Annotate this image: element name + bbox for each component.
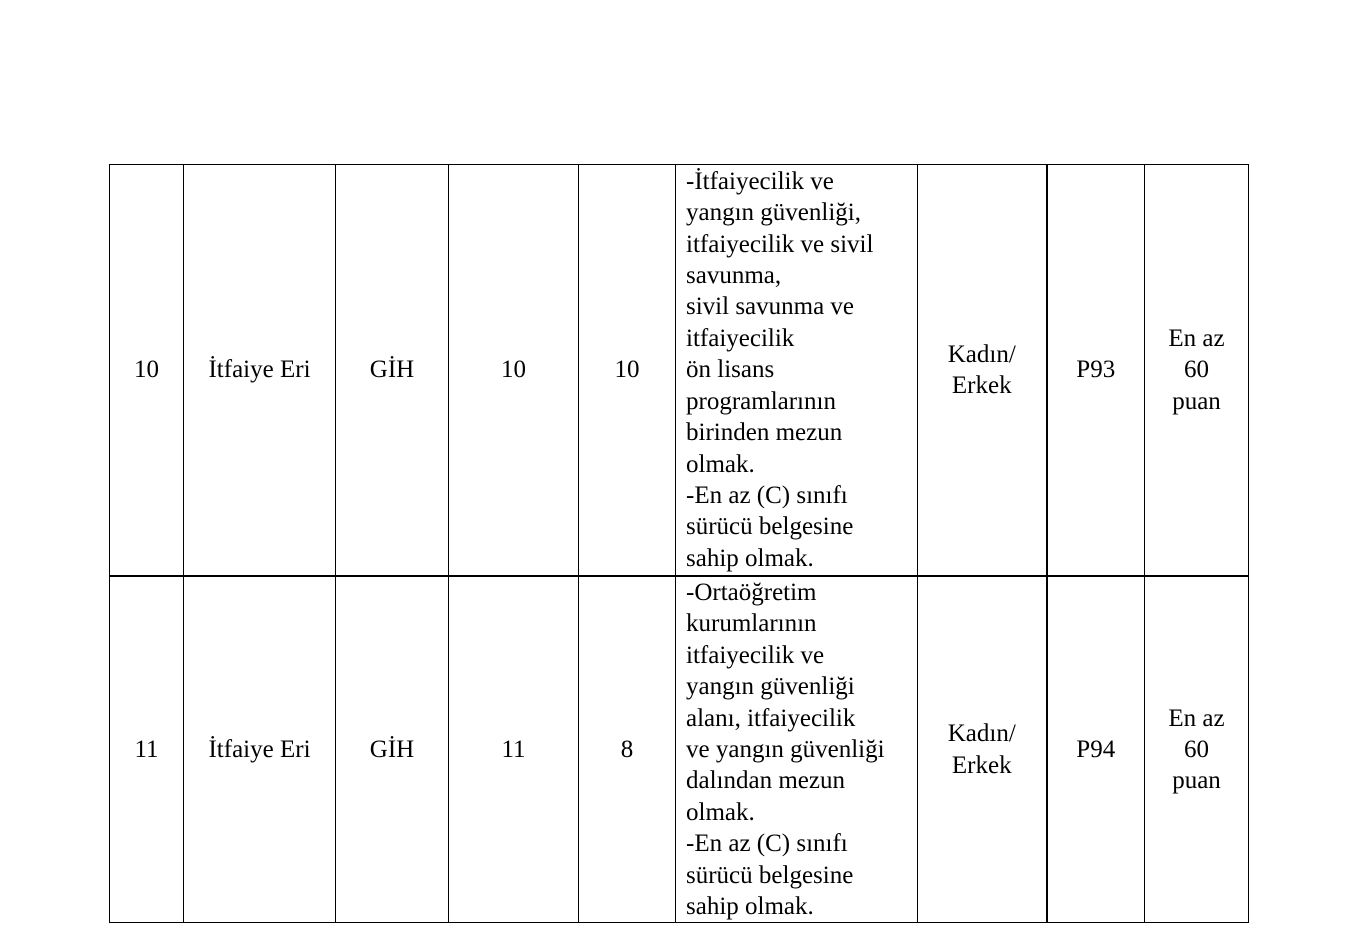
gender-line: Erkek	[951, 372, 1012, 399]
degree: 10	[449, 165, 579, 577]
gender-line: Kadın/	[947, 340, 1016, 368]
row-number: 10	[110, 165, 184, 577]
requirement-line: -En az (C) sınıfı	[686, 830, 848, 858]
recruitment-table	[109, 164, 1249, 923]
requirement-line: olmak.	[686, 450, 755, 478]
requirement-line: sahip olmak.	[686, 544, 814, 572]
table-row	[110, 576, 1249, 923]
gender	[918, 165, 1047, 577]
row-number: 11	[110, 576, 184, 923]
requirement-line: ve yangın güvenliği	[686, 736, 885, 764]
requirement-line: sürücü belgesine	[686, 861, 854, 889]
position-count: 8	[579, 576, 676, 923]
min-score-line: 60	[1184, 356, 1209, 384]
requirement-line: yangın güvenliği	[686, 673, 855, 701]
requirement-line: savunma,	[686, 262, 782, 290]
requirement-line: itfaiyecilik ve	[686, 641, 825, 669]
score-type: P93	[1047, 165, 1145, 577]
position-title: İtfaiye Eri	[184, 576, 336, 923]
requirement-line: sivil savunma ve	[686, 293, 855, 321]
position-title: İtfaiye Eri	[184, 165, 336, 577]
gender	[918, 576, 1047, 923]
min-score-line: 60	[1184, 736, 1209, 764]
requirement-line: sahip olmak.	[686, 893, 814, 921]
minimum-score	[1145, 165, 1249, 577]
requirement-line: alanı, itfaiyecilik	[686, 704, 856, 732]
score-type: P94	[1047, 576, 1145, 923]
requirement-line: birinden mezun	[686, 419, 843, 447]
requirement-line: programlarının	[686, 387, 836, 415]
requirement-line: -En az (C) sınıfı	[686, 481, 848, 509]
min-score-line: puan	[1172, 767, 1221, 795]
position-count: 10	[579, 165, 676, 577]
requirement-line: dalından mezun	[686, 767, 845, 795]
requirement-line: -Ortaöğretim	[686, 579, 817, 606]
table-row	[110, 165, 1249, 577]
gender-line: Erkek	[951, 751, 1012, 779]
requirement-line: olmak.	[686, 798, 755, 826]
class-code: GİH	[336, 576, 449, 923]
gender-line: Kadın/	[947, 720, 1016, 748]
min-score-line: En az	[1168, 704, 1225, 732]
degree: 11	[449, 576, 579, 923]
class-code: GİH	[336, 165, 449, 577]
requirement-line: yangın güvenliği,	[686, 199, 861, 227]
requirement-line: itfaiyecilik	[686, 324, 795, 352]
requirement-line: kurumlarının	[686, 610, 817, 638]
min-score-line: En az	[1168, 324, 1225, 352]
requirement-line: itfaiyecilik ve sivil	[686, 230, 874, 258]
min-score-line: puan	[1172, 387, 1221, 415]
requirements	[676, 576, 918, 923]
requirement-line: ön lisans	[686, 356, 775, 384]
requirement-line: sürücü belgesine	[686, 513, 854, 541]
minimum-score	[1145, 576, 1249, 923]
requirements	[676, 165, 918, 577]
requirement-line: -İtfaiyecilik ve	[686, 167, 834, 195]
